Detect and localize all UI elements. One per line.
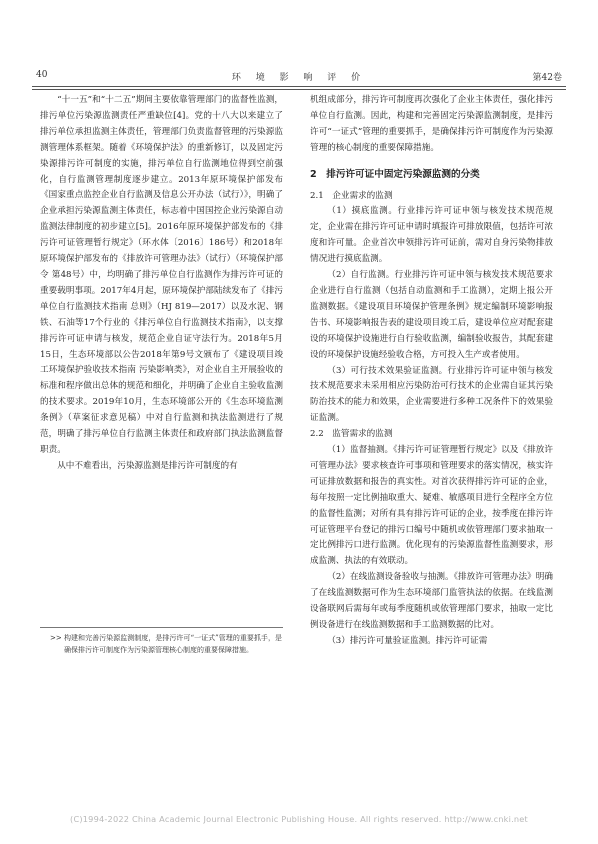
running-header [32,64,566,84]
paragraph: 机组成部分，排污许可制度再次强化了企业主体责任，强化排污单位自行监测。因此，构建和完善固定污染源监测制度，是排污许可“一证式”管理的重要抓手，是确保排污许可制度作为污染源管理的核心制度的重要保障措施。 [310,95,553,153]
paragraph: （1）摸底监测。行业排污许可证申领与核发技术规范规定，企业需在排污许可证申请时填报许可排放限值，包括许可浓度和许可量。企业首次申领排污许可证前，需对自身污染物排放情况进行摸底监测。 [310,206,553,265]
footnote-text: 构建和完善污染源监测制度，是排污许可“一证式”管理的重要抓手，是确保排污许可制度作为污染源管理核心制度的重要保障措施。 [64,634,282,654]
highlight-footnote [50,633,282,656]
section-heading: 2 排污许可证中固定污染源监测的分类 [310,168,480,180]
paragraph: （2）在线监测设备验收与抽测。《排放许可管理办法》明确了在线监测数据可作为生态环境部门监管执法的依据。在线监测设备联网后需每年或每季度随机或依管理部门要求，抽取一定比例设备进行在线监测数据和手工监测数据的比对。 [310,572,553,630]
copyright-footer: (C)1994-2022 China Academic Journal Electronic Publishing House. All rights reserved. http://www.cnki.net [70,814,528,824]
header-rule [32,86,566,87]
journal-title: 环 境 影 响 评 价 [231,73,367,83]
left-column [40,93,283,475]
footnote-rule [40,627,283,628]
subsection-heading: 2.2 监管需求的监测 [310,429,393,440]
footnote-marker: >> [50,634,62,642]
subsection-heading: 2.1 企业需求的监测 [310,190,393,201]
page-number: 40 [36,70,48,80]
header-rule-thin [32,89,566,90]
right-column [310,93,553,650]
volume-label: 第42卷 [532,73,562,83]
paragraph: 从中不难看出，污染源监测是排污许可制度的有 [57,460,238,471]
paragraph: （3）排污许可量验证监测。排污许可证需 [327,635,488,646]
paragraph: （2）自行监测。行业排污许可证申领与核发技术规范要求企业进行自行监测（包括自动监测和手工监测），定期上报公开监测数据。《建设项目环境保护管理条例》规定编制环境影响报告书、环境影响报告表的建设项目竣工后，建设单位应对配套建设的环境保护设施进行自行验收监测，编制验收报告，其配套建设的环境保护设施经验收合格，方可投入生产或者使用。 [310,270,553,360]
paragraph: （1）监督抽测。《排污许可证管理暂行规定》以及《排放许可管理办法》要求核查许可事项和管理要求的落实情况，核实许可证排放数据和报告的真实性。对首次获得排污许可证的企业，每年按照一定比例抽取重大、疑难、敏感项目进行全程序全方位的监督性监测；对所有具有排污许可证的企业，按季度在排污许可证管理平台登记的排污口编号中随机或依管理部门要求抽取一定比例排污口进行监测。优化现有的污染源监督性监测要求，形成监测、执法的有效联动。 [310,445,553,567]
paragraph: “十一五”和“十二五”期间主要依靠管理部门的监督性监测，排污单位污染源监测责任严重缺位[4]。党的十八大以来建立了排污单位承担监测主体责任，管理部门负责监督管理的污染源监测管理体系框架。随着《环境保护法》的重新修订，以及固定污染源排污许可制度的实施，排污单位自行监测地位得到空前强化，自行监测管理制度逐步建立。2013年原环境保护部发布《国家重点监控企业自行监测及信息公开办法（试行）》，明确了企业承担污染源监测主体责任，标志着中国国控企业污染源自动监测法律制度的初步建立[5]。2016年原环境保护部发布的《排污许可证管理暂行规定》（环水体〔2016〕186号）和2018年原环境保护部发布的《排放许可管理办法》（试行）（环境保护部令 第48号）中，均明确了排污单位自行监测作为排污许可证的重要载明事项。2017年4月起，原环境保护部陆续发布了《排污单位自行监测技术指南 总则》（HJ 819—2017）以及水泥、钢铁、石油等17个行业的《排污单位自行监测技术指南》，以支撑排污许可证申请与核发，规范企业自证守法行为。2018年5月15日，生态环境部以公告2018年第9号文颁布了《建设项目竣工环境保护验收技术指南 污染影响类》，对企业自主开展验收的标准和程序做出总体的规范和细化，并明确了企业自主验收监测的技术要求。2019年10月，生态环境部公开的《生态环境监测条例》（草案征求意见稿）中对自行监测和执法监测进行了规范，明确了排污单位自行监测主体责任和政府部门执法监测监督职责。 [40,95,283,455]
paragraph: （3）可行技术效果验证监测。行业排污许可证申领与核发技术规范要求未采用相应污染防治可行技术的企业需自证其污染防治技术的能力和效果，企业需要进行多种工况条件下的效果验证监测。 [310,365,553,424]
